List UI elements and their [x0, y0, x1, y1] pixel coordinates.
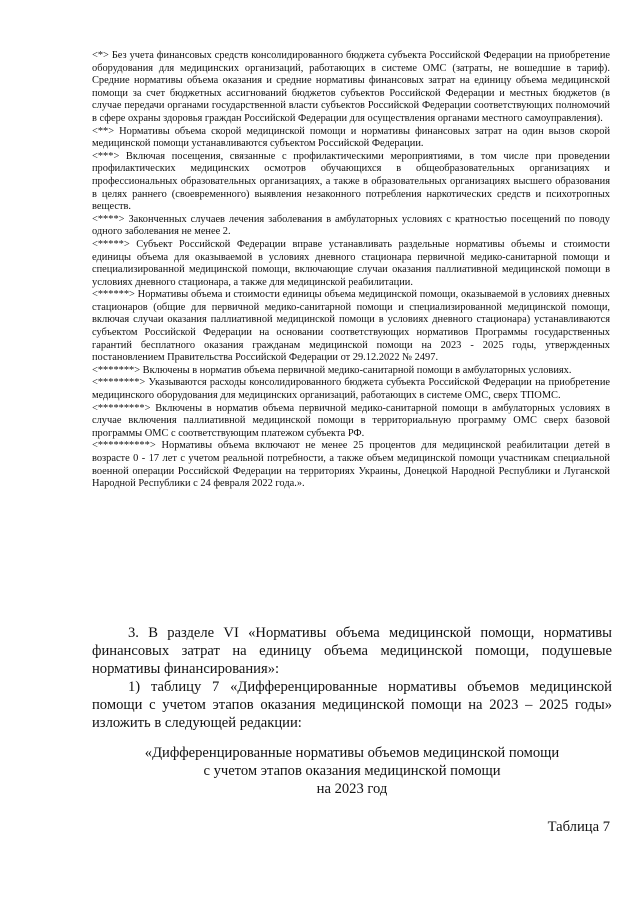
table-title-line: на 2023 год — [316, 781, 388, 797]
footnotes-section — [92, 50, 610, 491]
footnote: <********> Указываются расходы консолидированного бюджета субъекта Российской Федерации на приобретение медицинского оборудования для медицинских организаций, работающих в системе ОМС, сверх ТПОМС. — [92, 377, 610, 402]
table-number-label: Таблица 7 — [547, 819, 610, 835]
body-paragraphs — [92, 624, 612, 732]
footnote: <******> Нормативы объема и стоимости единицы объема медицинской помощи, оказываемой в условиях дневных стационаров (общие для первичной медико-санитарной помощи и специализированной медицинской помощи, включая случаи оказания паллиативной медицинской помощи в условиях дневного стационара) устанавливаются субъектом Российской Федерации на основании соответствующих нормативов Программы государственных гарантий бесплатного оказания гражданам медицинской помощи на 2023 - 2025 годы, утвержденных постановлением Правительства Российской Федерации от 29.12.2022 № 2497. — [92, 289, 610, 364]
table-title — [92, 744, 612, 798]
footnote: <***> Включая посещения, связанные с профилактическими мероприятиями, в том числе при проведении профилактических медицинских осмотров обучающихся в общеобразовательных организациях и профессиональных образовательных организациях, а также в образовательных организациях высшего образования в целях раннего (своевременного) выявления незаконного потребления наркотических средств и психотропных веществ. — [92, 150, 610, 213]
footnote: <*> Без учета финансовых средств консолидированного бюджета субъекта Российской Федерации на приобретение оборудования для медицинских организаций, работающих в системе ОМС (затраты, не вошедшие в тариф). Средние нормативы объема оказания и средние нормативы финансовых затрат на единицу объема медицинской помощи за счет бюджетных ассигнований бюджетов субъектов Российской Федерации и местных бюджетов (в случае передачи органами государственной власти субъектов Российской Федерации соответствующих полномочий в сфере охраны здоровья граждан Российской Федерации для осуществления органами местного самоуправления). — [92, 50, 610, 124]
footnote: <**********> Нормативы объема включают не менее 25 процентов для медицинской реабилитации детей в возрасте 0 - 17 лет с учетом реальной потребности, а также объем медицинской помощи участникам специальной военной операции Российской Федерации на территориях Украины, Донецкой Народной Республики и Луганской Народной Республики с 24 февраля 2022 года.». — [92, 440, 610, 490]
footnote: <**> Нормативы объема скорой медицинской помощи и нормативы финансовых затрат на один вызов скорой медицинской помощи устанавливаются субъектом Российской Федерации. — [92, 125, 610, 150]
footnote: <*******> Включены в норматив объема первичной медико-санитарной помощи в амбулаторных условиях. — [92, 364, 572, 376]
footnote: <****> Законченных случаев лечения заболевания в амбулаторных условиях с кратностью посещений по поводу одного заболевания не менее 2. — [92, 213, 610, 238]
body-paragraph: 3. В разделе VI «Нормативы объема медицинской помощи, нормативы финансовых затрат на единицу объема медицинской помощи, подушевые нормативы финансирования»: — [92, 625, 612, 677]
table-title-line: «Дифференцированные нормативы объемов медицинской помощи — [144, 745, 560, 761]
footnote: <*********> Включены в норматив объема первичной медико-санитарной помощи в амбулаторных условиях в случае включения паллиативной медицинской помощи в территориальную программу ОМС сверх базовой программы ОМС с соответствующим платежом субъекта РФ. — [92, 402, 610, 439]
table-title-line: с учетом этапов оказания медицинской помощи — [203, 763, 501, 779]
footnote: <*****> Субъект Российской Федерации вправе устанавливать раздельные нормативы объемы и стоимости единицы объема для оказываемой в условиях дневного стационара первичной медико-санитарной помощи и специализированной медицинской помощи, включающие случаи оказания паллиативной медицинской помощи в условиях дневного стационара, а также для медицинской реабилитации. — [92, 238, 610, 288]
body-paragraph: 1) таблицу 7 «Дифференцированные нормативы объемов медицинской помощи с учетом этапов оказания медицинской помощи на 2023 – 2025 годы» изложить в следующей редакции: — [92, 679, 612, 731]
